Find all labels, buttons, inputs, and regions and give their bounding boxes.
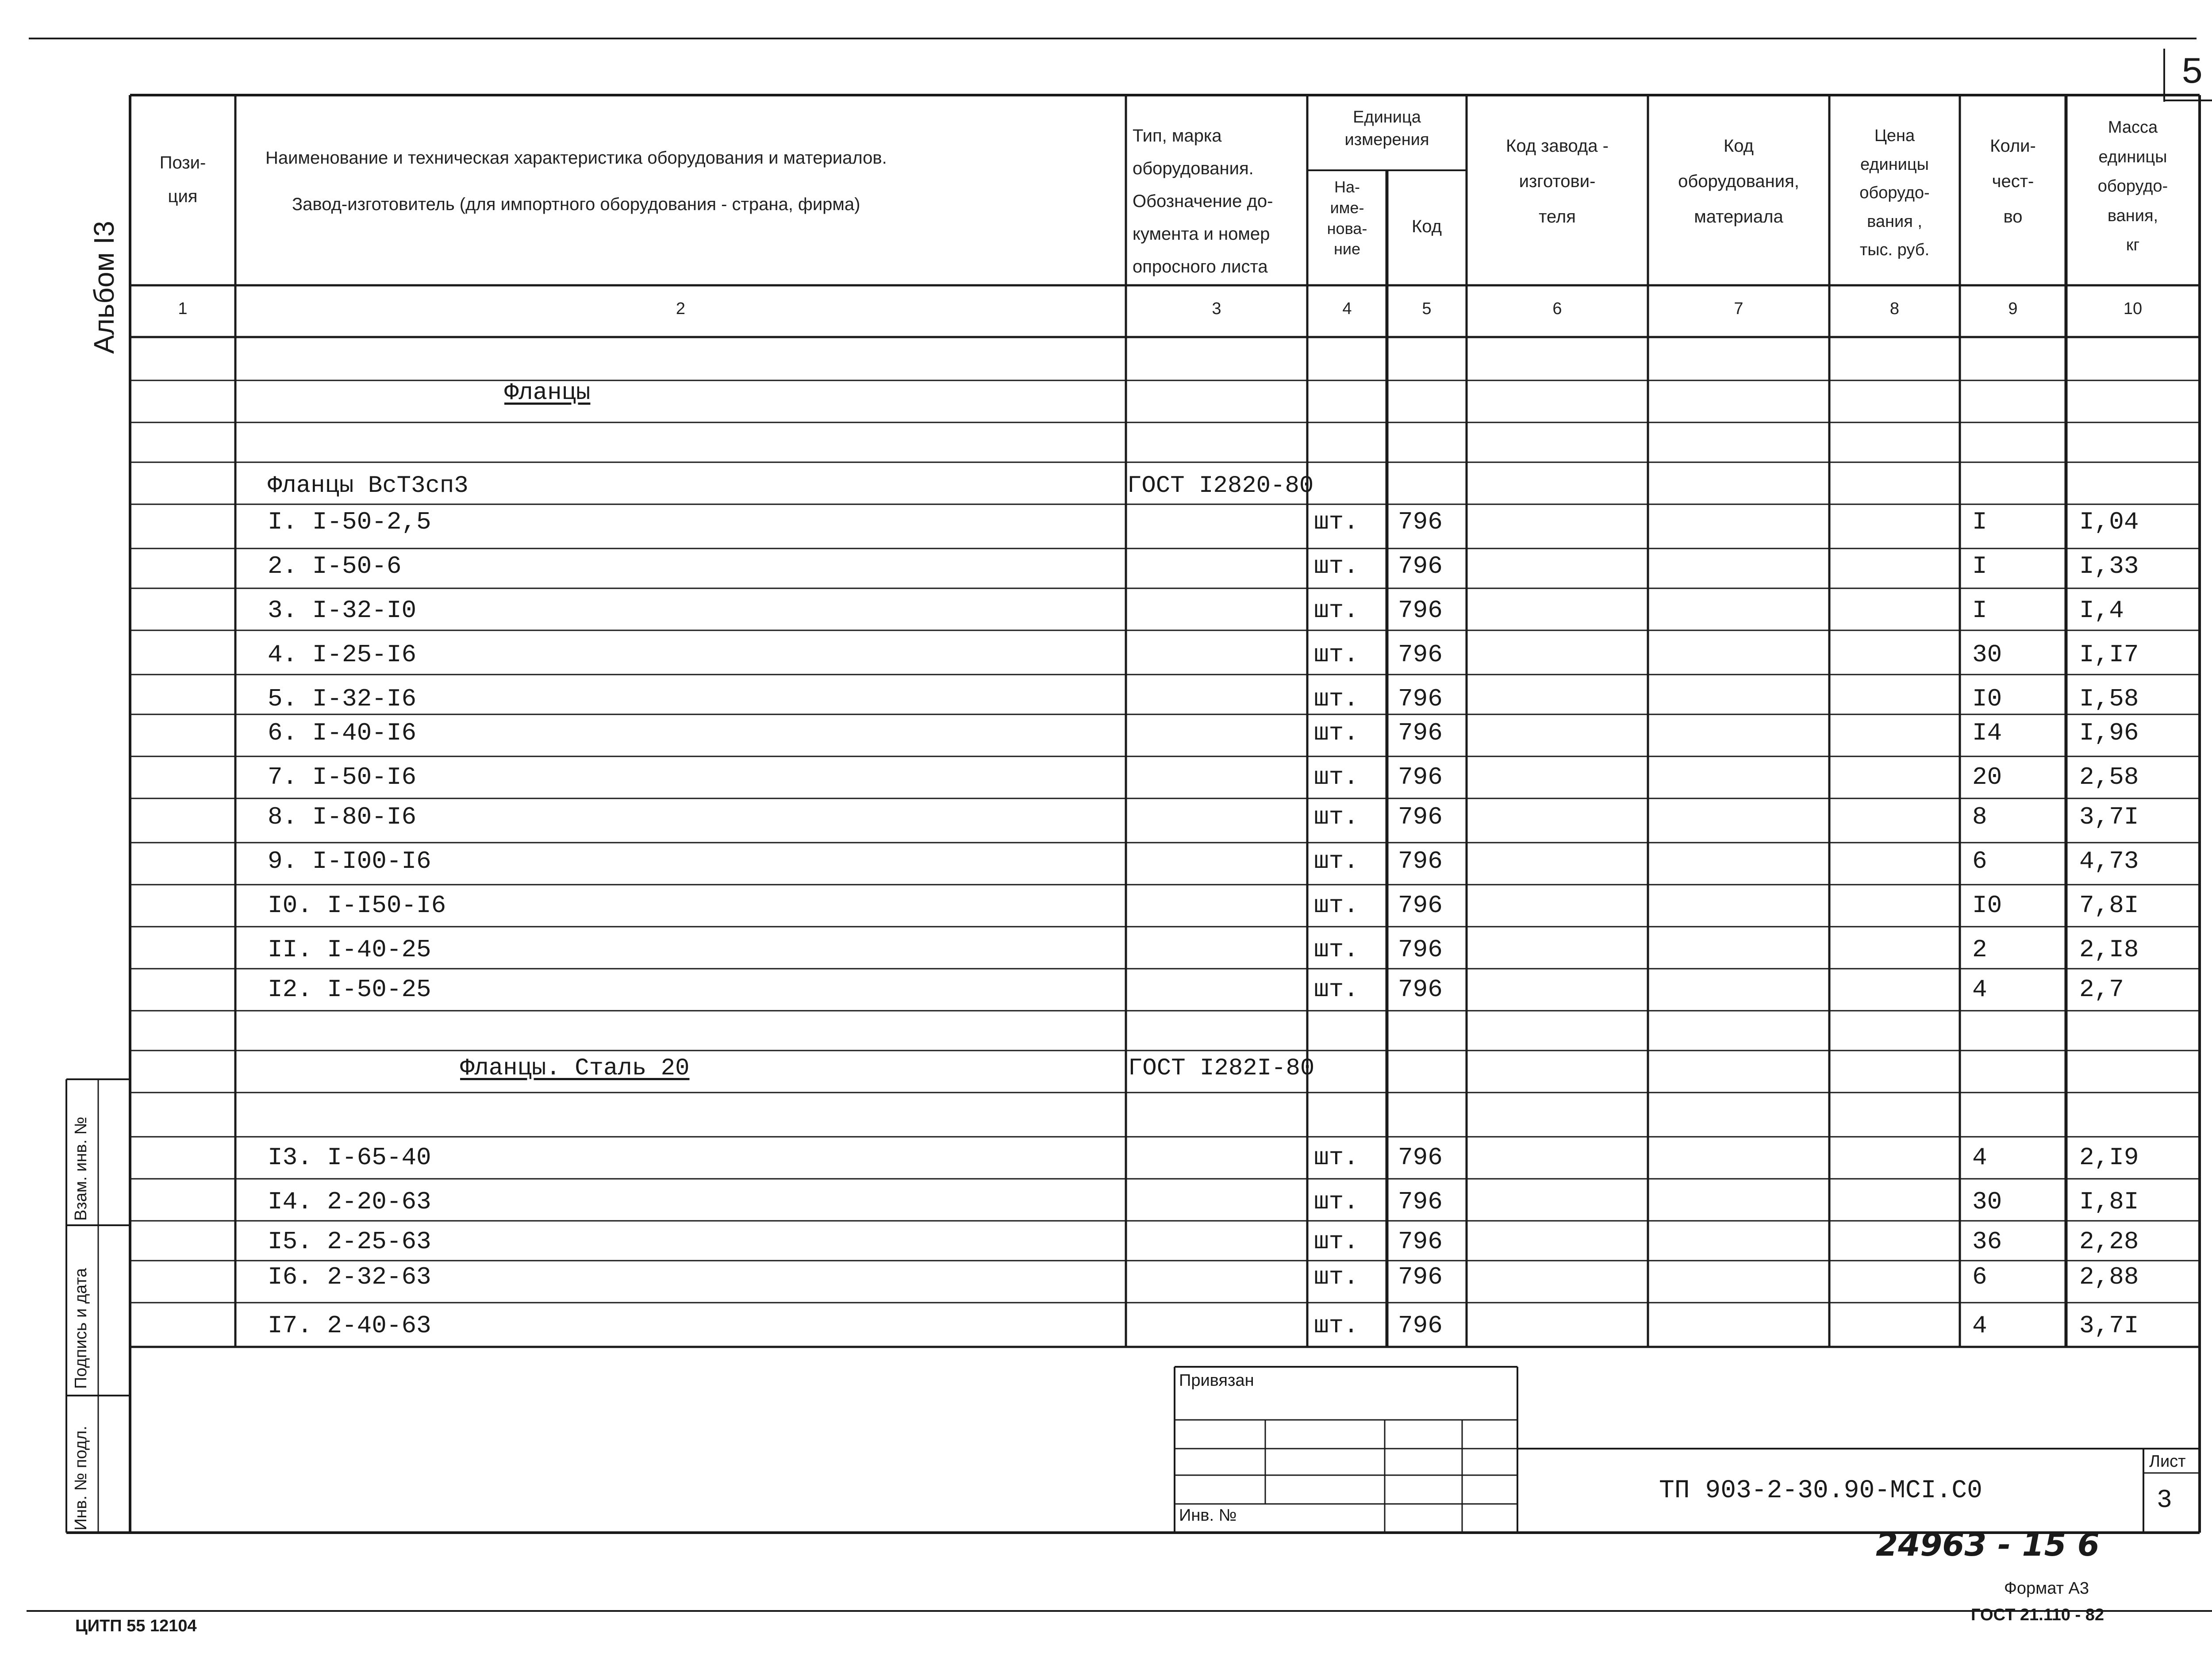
row-item-name: 9. I-I00-I6 [268,847,431,875]
header-unit: Единица измерения [1344,108,1429,150]
row-unit-name: шт. [1314,847,1359,875]
row-item-name: I4. 2-20-63 [268,1188,431,1216]
col-number-9: 9 [2008,299,2018,318]
row-unit-code: 796 [1398,1263,1443,1291]
vzam-inv-label: Взам. инв. № [72,1116,90,1221]
header-name-line1: Наименование и техническая характеристика оборудования и материалов. [265,148,887,168]
row-quantity: I [1972,596,1987,625]
header-unit-code: Код [1411,217,1442,236]
row-unit-name: шт. [1314,596,1359,625]
row-mass: 7,8I [2079,891,2139,920]
row-unit-code: 796 [1398,640,1443,669]
row-mass: 3,7I [2079,1312,2139,1340]
row-unit-code: 796 [1398,596,1443,625]
section-title-steel20: Фланцы. Сталь 20 [460,1055,690,1082]
col-number-6: 6 [1552,299,1562,318]
row-mass: I,04 [2079,508,2139,536]
header-type: Тип, марка оборудования. Обозначение до- кумента и номер опросного листа [1133,126,1273,276]
header-equipment-code: Код оборудования, материала [1678,136,1799,226]
row-item-name: 6. I-40-I6 [268,719,417,747]
row-unit-code: 796 [1398,1312,1443,1340]
row-mass: 2,88 [2079,1263,2139,1291]
row-mass: 4,73 [2079,847,2139,875]
row-unit-name: шт. [1314,1143,1359,1172]
gost-footer-label: ГОСТ 21.110 - 82 [1971,1606,2104,1624]
row-mass: 2,I8 [2079,936,2139,964]
header-quantity: Коли- чест- во [1990,136,2036,226]
row-quantity: 4 [1972,975,1987,1004]
row-quantity: I [1972,508,1987,536]
row-unit-name: шт. [1314,685,1359,713]
header-name-line2: Завод-изготовитель (для импортного оборудования - страна, фирма) [292,195,860,214]
row-mass: I,4 [2079,596,2124,625]
row-unit-name: шт. [1314,1227,1359,1256]
row-quantity: 30 [1972,1188,2002,1216]
row-quantity: 36 [1972,1227,2002,1256]
row-quantity: 8 [1972,803,1987,831]
row-mass: I,33 [2079,552,2139,580]
row-item-name: I. I-50-2,5 [268,508,431,536]
header-price: Цена единицы оборудо- вания , тыс. руб. [1859,127,1930,260]
row-mass: I,I7 [2079,640,2139,669]
handwritten-number: 24963 - 15 6 [1876,1526,2100,1563]
citp-label: ЦИТП 55 12104 [75,1617,197,1635]
row-item-name: I3. I-65-40 [268,1143,431,1172]
header-unit-name: На- име- нова- ние [1327,178,1367,258]
row-unit-code: 796 [1398,508,1443,536]
section-document-gost-12821: ГОСТ I282I-80 [1128,1055,1315,1082]
row-mass: 3,7I [2079,803,2139,831]
row-item-name: 5. I-32-I6 [268,685,417,713]
header-mass: Масса единицы оборудо- вания, кг [2097,118,2168,254]
row-mass: I,58 [2079,685,2139,713]
row-item-name: I6. 2-32-63 [268,1263,431,1291]
row-quantity: I0 [1972,891,2002,920]
row-unit-name: шт. [1314,763,1359,791]
row-unit-name: шт. [1314,640,1359,669]
section-title-flanges: Фланцы [504,380,591,406]
row-mass: I,96 [2079,719,2139,747]
row-unit-name: шт. [1314,803,1359,831]
row-item-name: 7. I-50-I6 [268,763,417,791]
inv-orig-label: Инв. № подл. [72,1426,90,1530]
row-quantity: 6 [1972,1263,1987,1291]
row-unit-code: 796 [1398,763,1443,791]
row-unit-code: 796 [1398,891,1443,920]
group-document-gost-12820: ГОСТ I2820-80 [1127,472,1314,499]
row-unit-code: 796 [1398,847,1443,875]
row-unit-name: шт. [1314,936,1359,964]
sheet-label: Лист [2149,1452,2186,1471]
row-unit-code: 796 [1398,1188,1443,1216]
row-unit-name: шт. [1314,508,1359,536]
row-item-name: 2. I-50-6 [268,552,402,580]
header-position: Пози- ция [159,153,206,206]
row-item-name: II. I-40-25 [268,936,431,964]
row-item-name: I0. I-I50-I6 [268,891,446,920]
row-quantity: 4 [1972,1143,1987,1172]
row-item-name: I2. I-50-25 [268,975,431,1004]
col-number-4: 4 [1342,299,1352,318]
row-quantity: 4 [1972,1312,1987,1340]
row-mass: I,8I [2079,1188,2139,1216]
row-unit-name: шт. [1314,975,1359,1004]
row-quantity: I4 [1972,719,2002,747]
col-number-1: 1 [178,299,188,318]
col-number-2: 2 [676,299,686,318]
row-unit-code: 796 [1398,719,1443,747]
row-unit-code: 796 [1398,936,1443,964]
row-unit-name: шт. [1314,719,1359,747]
col-number-8: 8 [1889,299,1900,318]
row-quantity: I [1972,552,1987,580]
row-unit-code: 796 [1398,685,1443,713]
row-unit-code: 796 [1398,1143,1443,1172]
row-item-name: I7. 2-40-63 [268,1312,431,1340]
row-mass: 2,7 [2079,975,2124,1004]
document-code: ТП 903-2-30.90-МСI.С0 [1659,1476,1982,1505]
row-mass: 2,28 [2079,1227,2139,1256]
row-quantity: 30 [1972,640,2002,669]
col-number-10: 10 [2123,299,2143,318]
row-quantity: I0 [1972,685,2002,713]
row-item-name: 8. I-80-I6 [268,803,417,831]
row-quantity: 20 [1972,763,2002,791]
sheet-number: 3 [2157,1486,2172,1515]
col-number-5: 5 [1422,299,1432,318]
row-mass: 2,I9 [2079,1143,2139,1172]
row-unit-name: шт. [1314,552,1359,580]
header-factory-code: Код завода - изготови- теля [1506,136,1609,226]
row-mass: 2,58 [2079,763,2139,791]
group-name-vst3sp3: Фланцы ВсТ3сп3 [268,472,469,499]
row-unit-name: шт. [1314,891,1359,920]
row-unit-code: 796 [1398,552,1443,580]
row-quantity: 6 [1972,847,1987,875]
row-unit-name: шт. [1314,1263,1359,1291]
sheet-corner-number: 5 [2181,52,2204,94]
row-unit-name: шт. [1314,1312,1359,1340]
row-item-name: I5. 2-25-63 [268,1227,431,1256]
row-item-name: 4. I-25-I6 [268,640,417,669]
inv-no-label: Инв. № [1179,1506,1237,1525]
format-label: Формат А3 [2004,1579,2089,1598]
col-number-7: 7 [1734,299,1743,318]
row-item-name: 3. I-32-I0 [268,596,417,625]
col-number-3: 3 [1212,299,1221,318]
album-label: Альбом I3 [88,221,120,354]
row-unit-code: 796 [1398,803,1443,831]
signature-date-label: Подпись и дата [72,1268,90,1389]
row-unit-name: шт. [1314,1188,1359,1216]
row-unit-code: 796 [1398,1227,1443,1256]
privyazan-label: Привязан [1179,1371,1254,1390]
row-unit-code: 796 [1398,975,1443,1004]
row-quantity: 2 [1972,936,1987,964]
